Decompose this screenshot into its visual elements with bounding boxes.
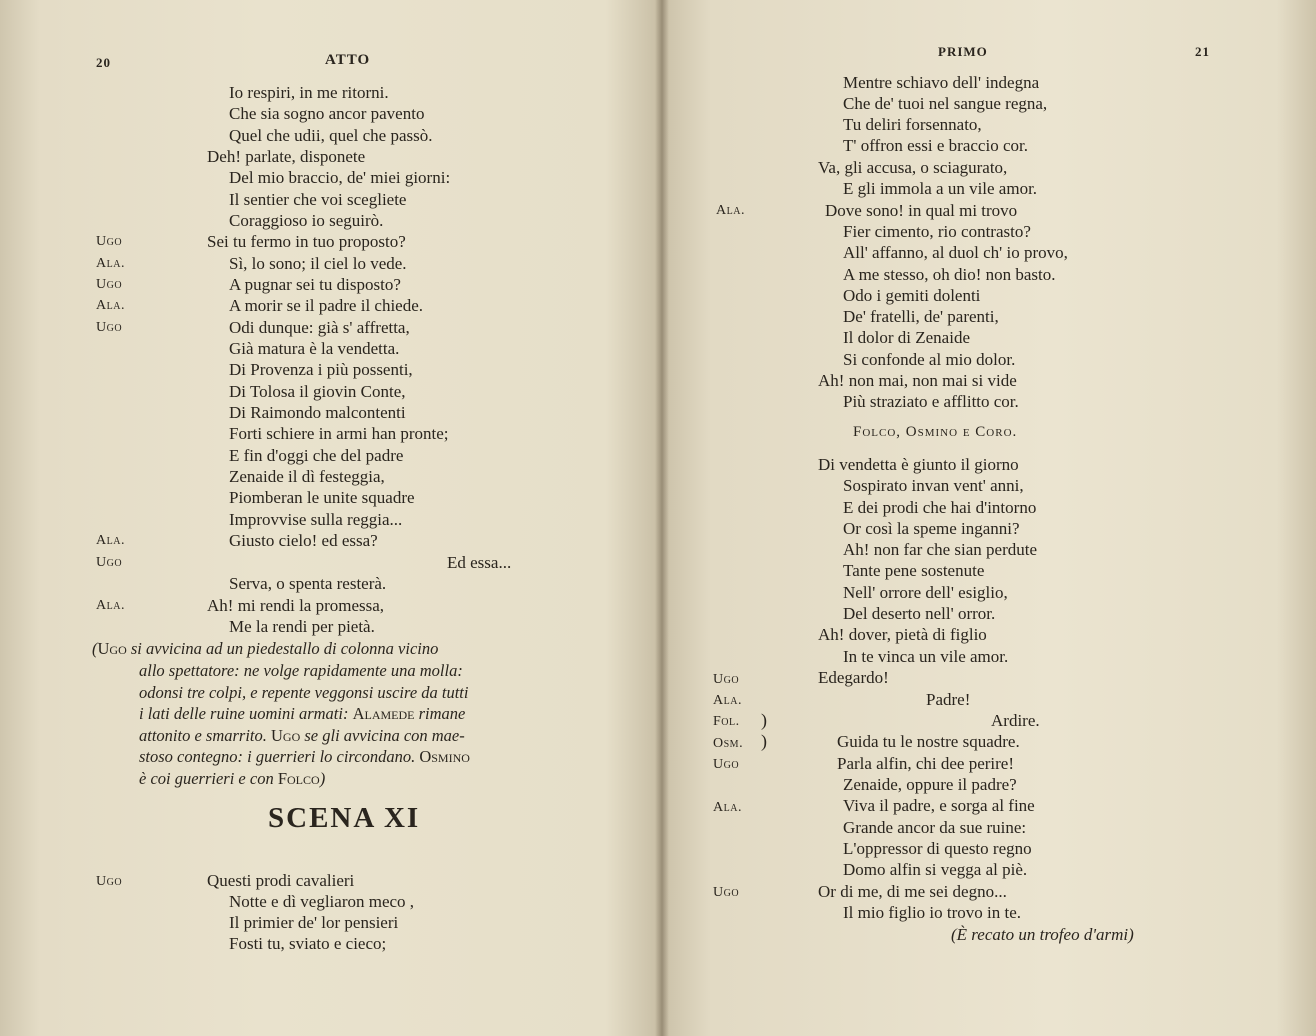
verse-line: Grande ancor da sue ruine: — [843, 818, 1027, 837]
verse-line: Tu deliri forsennato, — [843, 115, 982, 134]
verse-line: E fin d'oggi che del padre — [229, 446, 404, 465]
verse-line: A morir se il padre il chiede. — [229, 296, 424, 315]
verse-line: De' fratelli, de' parenti, — [843, 307, 999, 326]
verse-line: Il sentier che voi scegliete — [229, 190, 407, 209]
stage-direction-line: odonsi tre colpi, e repente veggonsi uscire da tutti — [139, 683, 469, 702]
verse-line: Fosti tu, sviato e cieco; — [229, 934, 387, 953]
verse-line: Or così la speme inganni? — [843, 519, 1020, 538]
speaker-ugo: Ugo — [96, 555, 123, 570]
verse-line: Del deserto nell' orror. — [843, 604, 996, 623]
speaker-ala: Ala. — [713, 693, 742, 708]
verse-line: In te vinca un vile amor. — [843, 647, 1009, 666]
verse-line: Che sia sogno ancor pavento — [229, 104, 425, 123]
verse-line: Il mio figlio io trovo in te. — [843, 903, 1022, 922]
running-head-right: PRIMO — [938, 44, 988, 59]
verse-line: Zenaide, oppure il padre? — [843, 775, 1017, 794]
verse-line: Fier cimento, rio contrasto? — [843, 222, 1031, 241]
speaker-fol: Fol. — [713, 714, 740, 729]
verse-line: Notte e dì vegliaron meco , — [229, 892, 415, 911]
stage-direction-line: allo spettatore: ne volge rapidamente una molla: — [139, 661, 463, 680]
verse-line: Più straziato e afflitto cor. — [843, 392, 1019, 411]
speaker-ugo: Ugo — [96, 874, 123, 889]
right-page — [665, 0, 1316, 1036]
speaker-ala: Ala. — [96, 298, 125, 313]
speaker-osm: Osm. — [713, 736, 744, 751]
verse-line: Edegardo! — [818, 668, 889, 687]
speaker-ala: Ala. — [716, 203, 745, 218]
verse-line: Sei tu fermo in tuo proposto? — [207, 232, 406, 251]
speaker-ugo: Ugo — [96, 320, 123, 335]
verse-line: Deh! parlate, disponete — [207, 147, 366, 166]
verse-line: Che de' tuoi nel sangue regna, — [843, 94, 1048, 113]
verse-line: All' affanno, al duol ch' io provo, — [843, 243, 1068, 262]
speaker-ugo: Ugo — [96, 234, 123, 249]
stage-direction-line: attonito e smarrito. Ugo se gli avvicina con mae- — [139, 726, 465, 745]
scene-title: SCENA XI — [268, 802, 421, 834]
verse-line: Viva il padre, e sorga al fine — [843, 796, 1035, 815]
verse-line: Di Provenza i più possenti, — [229, 360, 413, 379]
verse-line: A pugnar sei tu disposto? — [229, 275, 401, 294]
verse-line: Si confonde al mio dolor. — [843, 350, 1016, 369]
verse-line: A me stesso, oh dio! non basto. — [843, 265, 1056, 284]
stage-direction-line: è coi guerrieri e con Folco) — [139, 769, 326, 788]
verse-line: Ardire. — [991, 711, 1040, 730]
verse-line: Zenaide il dì festeggia, — [229, 467, 385, 486]
verse-line: Dove sono! in qual mi trovo — [825, 201, 1018, 220]
verse-line: Sospirato invan vent' anni, — [843, 476, 1024, 495]
verse-line: Io respiri, in me ritorni. — [229, 83, 389, 102]
verse-line: Tante pene sostenute — [843, 561, 985, 580]
verse-line: Or di me, di me sei degno... — [818, 882, 1007, 901]
verse-line: Domo alfin si vegga al piè. — [843, 860, 1028, 879]
page-number-right: 21 — [1195, 44, 1210, 59]
speaker-ugo: Ugo — [713, 672, 740, 687]
verse-line: Ah! dover, pietà di figlio — [818, 625, 987, 644]
speaker-ala: Ala. — [96, 256, 125, 271]
verse-line: Ah! non far che sian perdute — [843, 540, 1038, 559]
verse-line: Odo i gemiti dolenti — [843, 286, 981, 305]
verse-line: Mentre schiavo dell' indegna — [843, 73, 1040, 92]
verse-line: Piomberan le unite squadre — [229, 488, 415, 507]
verse-line: Il dolor di Zenaide — [843, 328, 970, 347]
verse-line: Ed essa... — [447, 553, 512, 572]
verse-line: Padre! — [926, 690, 971, 709]
verse-line: T' offron essi e braccio cor. — [843, 136, 1028, 155]
verse-line: Me la rendi per pietà. — [229, 617, 375, 636]
running-head-left: ATTO — [325, 52, 371, 68]
verse-line: Va, gli accusa, o sciagurato, — [818, 158, 1008, 177]
chorus-heading: Folco, Osmino e Coro. — [853, 424, 1018, 440]
stage-direction-line: (È recato un trofeo d'armi) — [951, 925, 1134, 944]
verse-line: L'oppressor di questo regno — [843, 839, 1032, 858]
verse-line: E gli immola a un vile amor. — [843, 179, 1038, 198]
verse-line: Forti schiere in armi han pronte; — [229, 424, 449, 443]
verse-line: E dei prodi che hai d'intorno — [843, 498, 1037, 517]
speaker-ala: Ala. — [96, 533, 125, 548]
verse-line: Ah! mi rendi la promessa, — [207, 596, 385, 615]
stage-direction-line: i lati delle ruine uomini armati: Alamede rimane — [139, 704, 466, 723]
verse-line: Di Tolosa il giovin Conte, — [229, 382, 406, 401]
brace-mark: ) — [761, 731, 767, 751]
speaker-ugo: Ugo — [713, 885, 740, 900]
speaker-ugo: Ugo — [96, 277, 123, 292]
speaker-ala: Ala. — [713, 800, 742, 815]
speaker-ugo: Ugo — [713, 757, 740, 772]
verse-line: Parla alfin, chi dee perire! — [837, 754, 1014, 773]
verse-line: Ah! non mai, non mai si vide — [818, 371, 1017, 390]
verse-line: Serva, o spenta resterà. — [229, 574, 387, 593]
stage-direction-line: (Ugo si avvicina ad un piedestallo di colonna vicino — [92, 639, 439, 658]
verse-line: Questi prodi cavalieri — [207, 871, 355, 890]
verse-line: Di vendetta è giunto il giorno — [818, 455, 1019, 474]
verse-line: Odi dunque: già s' affretta, — [229, 318, 410, 337]
speaker-ala: Ala. — [96, 598, 125, 613]
verse-line: Sì, lo sono; il ciel lo vede. — [229, 254, 407, 273]
verse-line: Giusto cielo! ed essa? — [229, 531, 378, 550]
verse-line: Improvvise sulla reggia... — [229, 510, 403, 529]
verse-line: Quel che udii, quel che passò. — [229, 126, 433, 145]
brace-mark: ) — [761, 710, 767, 730]
verse-line: Già matura è la vendetta. — [229, 339, 400, 358]
verse-line: Nell' orrore dell' esiglio, — [843, 583, 1008, 602]
verse-line: Guida tu le nostre squadre. — [837, 732, 1020, 751]
verse-line: Coraggioso io seguirò. — [229, 211, 384, 230]
page-number-left: 20 — [96, 55, 111, 70]
stage-direction-line: stoso contegno: i guerrieri lo circondano. Osmino — [139, 747, 470, 766]
verse-line: Di Raimondo malcontenti — [229, 403, 406, 422]
verse-line: Il primier de' lor pensieri — [229, 913, 399, 932]
verse-line: Del mio braccio, de' miei giorni: — [229, 168, 451, 187]
